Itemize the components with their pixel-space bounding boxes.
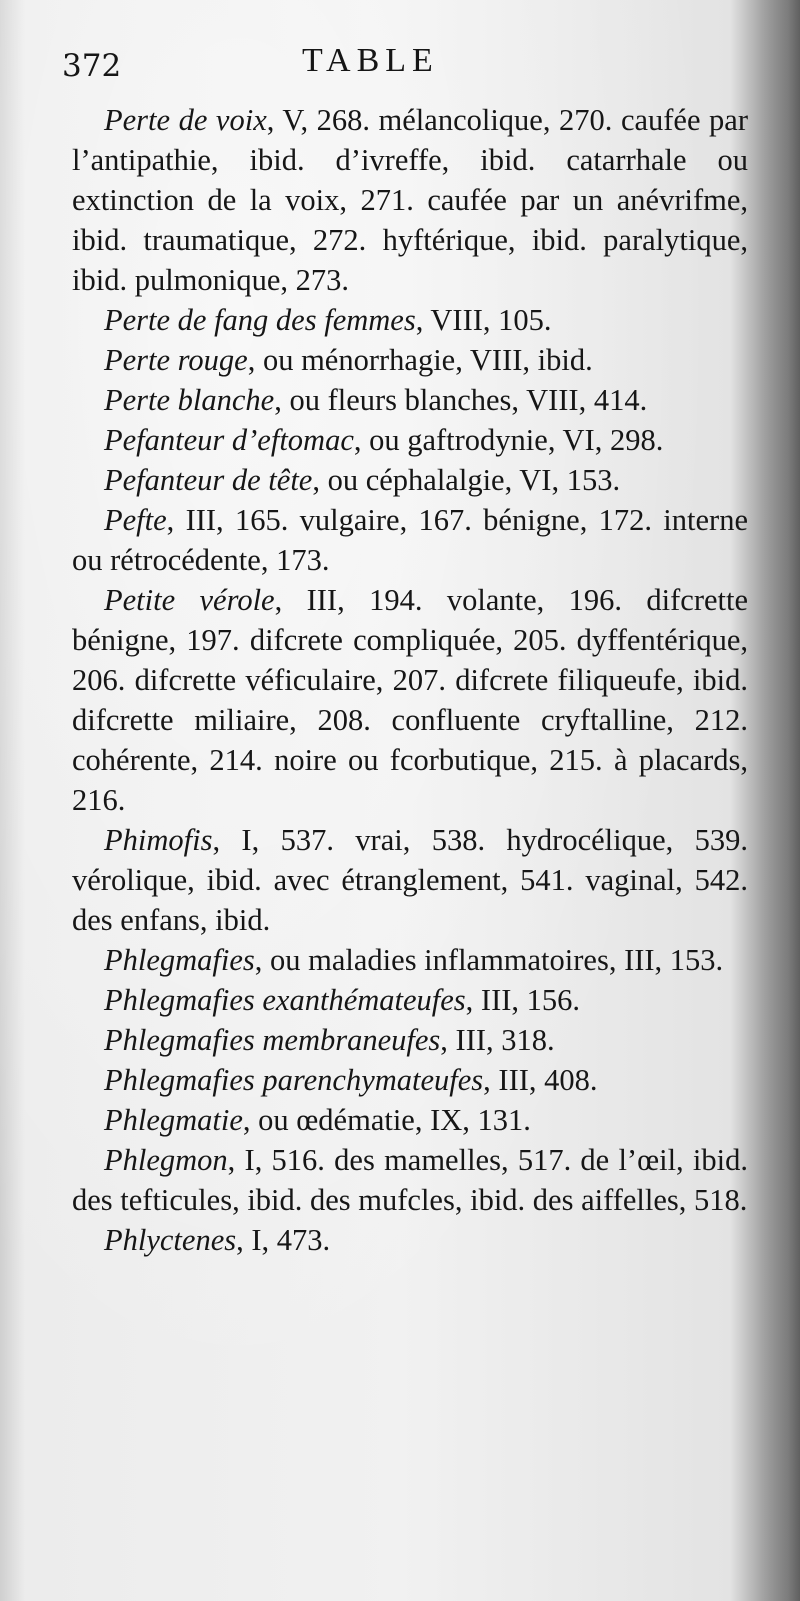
entry-references: , ou œdématie, IX, 131. bbox=[242, 1103, 531, 1137]
entry-references: , III, 318. bbox=[440, 1023, 555, 1057]
entry-term: Pefte bbox=[104, 503, 167, 537]
entry-references: , ou fleurs blanches, VIII, 414. bbox=[274, 383, 648, 417]
entry-references: , ou gaftrodynie, VI, 298. bbox=[353, 423, 664, 457]
entry-references: , ou ménorrhagie, VIII, ibid. bbox=[247, 343, 593, 377]
index-entry bbox=[72, 340, 748, 380]
entry-term: Perte blanche bbox=[104, 383, 275, 417]
page-header bbox=[62, 42, 742, 92]
entry-references: , I, 516. des mamelles, 517. de l’œil, ibid. des tefticules, ibid. des mufcles, ibid. des aiffelles, 518. bbox=[72, 1143, 748, 1217]
entry-term: Phlegmafies exanthémateufes bbox=[104, 983, 466, 1017]
entry-term: Perte de voix bbox=[104, 103, 267, 137]
index-entry bbox=[72, 1100, 748, 1140]
index-entry bbox=[72, 1060, 748, 1100]
entry-references: , I, 473. bbox=[236, 1223, 331, 1257]
entry-term: Phlyctenes bbox=[104, 1223, 237, 1257]
index-entry bbox=[72, 380, 748, 420]
index-entry bbox=[72, 460, 748, 500]
index-entry bbox=[72, 300, 748, 340]
entry-term: Phlegmon bbox=[104, 1143, 228, 1177]
spine-shadow bbox=[760, 0, 800, 1601]
index-entry bbox=[72, 820, 748, 940]
index-entry bbox=[72, 1140, 748, 1220]
entry-references: , VIII, 105. bbox=[415, 303, 552, 337]
entry-references: , ou maladies inflammatoires, III, 153. bbox=[254, 943, 724, 977]
entry-term: Pefanteur d’eftomac bbox=[104, 423, 354, 457]
running-head: TABLE bbox=[302, 42, 439, 79]
entry-references: , III, 156. bbox=[465, 983, 581, 1017]
entry-term: Phlegmatie bbox=[104, 1103, 243, 1137]
entry-term: Phlegmafies parenchymateufes bbox=[104, 1063, 484, 1097]
entry-references: , ou céphalalgie, VI, 153. bbox=[312, 463, 621, 497]
entry-term: Petite vérole bbox=[104, 583, 275, 617]
index-entries bbox=[72, 100, 748, 1260]
index-entry bbox=[72, 500, 748, 580]
entry-term: Phlegmafies membraneufes bbox=[104, 1023, 441, 1057]
page-number: 372 bbox=[62, 48, 122, 84]
entry-term: Perte rouge bbox=[104, 343, 248, 377]
entry-references: , III, 165. vulgaire, 167. bénigne, 172. interne ou rétrocédente, 173. bbox=[72, 503, 748, 577]
index-entry bbox=[72, 940, 748, 980]
entry-term: Pefanteur de tête bbox=[104, 463, 313, 497]
entry-references: , V, 268. mélancolique, 270. caufée par l’antipathie, ibid. d’ivreffe, ibid. catarrhale ou extinction de la voix, 271. caufée par un anévrifme, ibid. traumatique, 272. hyftérique, ibid. paralytique, ibid. pulmonique, 273. bbox=[72, 103, 748, 297]
index-entry bbox=[72, 100, 748, 300]
entry-references: , I, 537. vrai, 538. hydrocélique, 539. vérolique, ibid. avec étranglement, 541. vaginal, 542. des enfans, ibid. bbox=[72, 823, 748, 937]
entry-term: Phlegmafies bbox=[104, 943, 255, 977]
entry-term: Phimofis bbox=[104, 823, 213, 857]
entry-references: , III, 408. bbox=[483, 1063, 598, 1097]
index-entry bbox=[72, 980, 748, 1020]
entry-term: Perte de fang des femmes bbox=[104, 303, 416, 337]
index-entry bbox=[72, 580, 748, 820]
index-entry bbox=[72, 1220, 748, 1260]
index-entry bbox=[72, 1020, 748, 1060]
index-entry bbox=[72, 420, 748, 460]
entry-references: , III, 194. volante, 196. difcrette bénigne, 197. difcrete compliquée, 205. dyffentérique, 206. difcrette véficulaire, 207. difcrete filiqueufe, ibid. difcrette miliaire, 208. confluente cryftalline, 212. cohérente, 214. noire ou fcorbutique, 215. à placards, 216. bbox=[72, 583, 748, 817]
